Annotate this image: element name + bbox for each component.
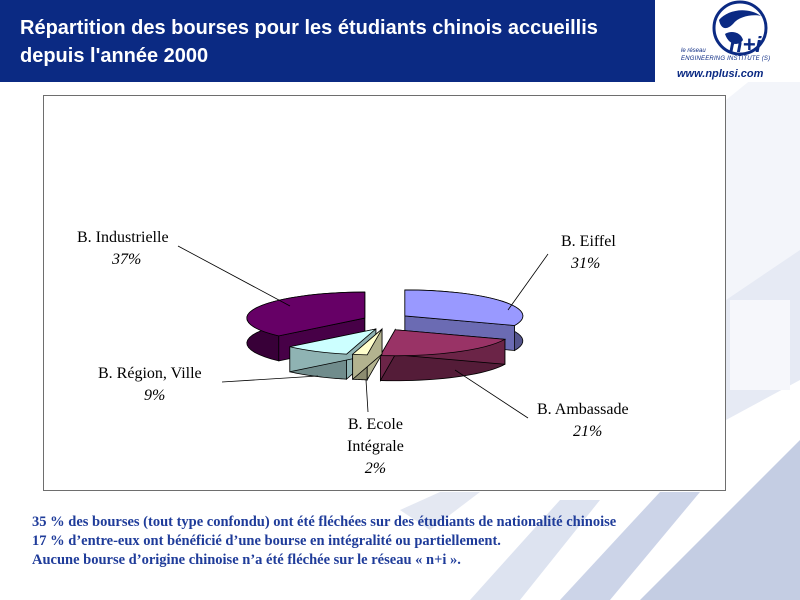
slice-name: B. Industrielle bbox=[77, 229, 169, 246]
leader-line-0 bbox=[508, 254, 548, 310]
slice-name: B. Ambassade bbox=[537, 401, 629, 418]
logo-tagline-2: ENGINEERING INSTITUTE (S) bbox=[681, 56, 771, 62]
note-line-3: Aucune bourse d’origine chinoise n’a été fléchée sur le réseau « n+i ». bbox=[32, 552, 461, 568]
note-line-1: 35 % des bourses (tout type confondu) ont été fléchées sur des étudiants de nationalité chinoise bbox=[32, 514, 617, 530]
slice-label-region bbox=[98, 363, 202, 407]
notes-block bbox=[32, 513, 772, 570]
slice-label-industrielle bbox=[77, 227, 169, 271]
slice-name: B. Région, Ville bbox=[98, 365, 202, 382]
slice-name-line1: B. Ecole bbox=[347, 416, 403, 433]
slice-name-line2: Intégrale bbox=[347, 438, 404, 455]
slice-percent: 31% bbox=[571, 255, 601, 272]
leader-line-2 bbox=[366, 380, 368, 412]
logo-tagline-1: le réseau bbox=[681, 48, 706, 54]
slice-percent: 37% bbox=[112, 251, 142, 268]
leader-line-3 bbox=[222, 376, 318, 382]
leader-line-1 bbox=[455, 370, 528, 418]
slice-label-ecole bbox=[347, 414, 404, 480]
slice-percent: 2% bbox=[364, 460, 387, 477]
slice-percent: 21% bbox=[573, 423, 603, 440]
leader-line-4 bbox=[178, 246, 290, 306]
slice-name: B. Eiffel bbox=[561, 233, 616, 250]
slice-percent: 9% bbox=[144, 387, 166, 404]
logo-url[interactable]: www.nplusi.com bbox=[677, 68, 764, 80]
slide-title: Répartition des bourses pour les étudiants chinois accueillis depuis l'année 2000 bbox=[20, 17, 598, 67]
slice-label-eiffel bbox=[561, 231, 616, 275]
slice-label-ambassade bbox=[537, 399, 629, 443]
logo-brand: n+i bbox=[729, 32, 762, 57]
pie-slice-1 bbox=[380, 330, 505, 381]
note-line-2: 17 % d’entre-eux ont bénéficié d’une bourse en intégralité ou partiellement. bbox=[32, 533, 501, 549]
